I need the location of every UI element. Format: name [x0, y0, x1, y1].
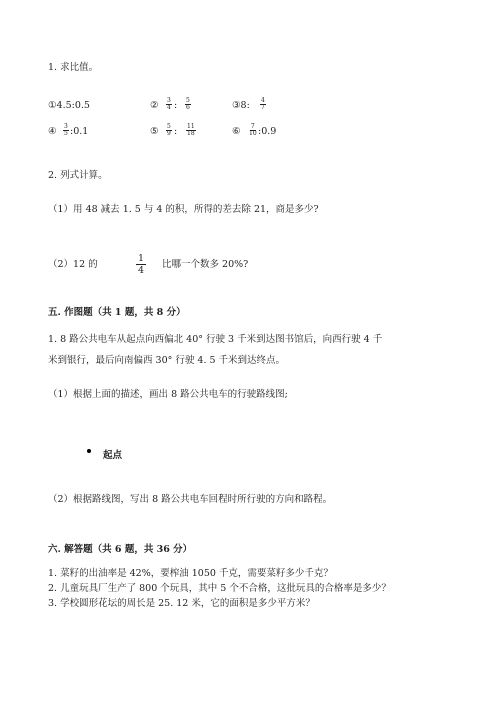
- numerator: 3: [167, 97, 171, 104]
- start-point-label: 起点: [103, 450, 123, 461]
- denominator: 4: [138, 265, 145, 276]
- numerator: 11: [187, 123, 195, 130]
- section-heading: 五. 作图题（共 1 题，共 8 分）: [48, 307, 186, 318]
- section-heading: 六. 解答题（共 6 题，共 36 分）: [48, 544, 193, 555]
- denominator: 9: [167, 130, 171, 137]
- problem-item: 1. 菜籽的出油率是 42%，要榨油 1050 千克，需要菜籽多少千克？: [48, 568, 333, 579]
- numerator: 7: [250, 123, 255, 130]
- denominator: 18: [187, 130, 195, 137]
- fraction: [166, 98, 172, 111]
- start-point-dot: [87, 449, 91, 453]
- fraction: [248, 124, 258, 137]
- denominator: 6: [186, 104, 190, 111]
- numerator: 5: [186, 97, 190, 104]
- q1-item-5-marker: ⑤: [150, 126, 159, 137]
- problem-item: 3. 学校圆形花坛的周长是 25. 12 米，它的面积是多少平方米？: [48, 598, 315, 609]
- problem-item: 2. 儿童玩具厂生产了 800 个玩具，其中 5 个不合格，这批玩具的合格率是多少？: [48, 583, 391, 594]
- q2-sub2-suffix: 比哪一个数多 20%?: [162, 259, 249, 270]
- q1-item-2-marker: ②: [150, 100, 159, 111]
- q2-title: 2. 列式计算。: [48, 170, 108, 181]
- numerator: 5: [167, 123, 171, 130]
- problem-text: 1. 8 路公共电车从起点向西偏北 40° 行驶 3 千米到达图书馆后，向西行驶 4 千: [48, 334, 383, 345]
- numerator: 4: [261, 97, 265, 104]
- numerator: 3: [64, 123, 68, 130]
- ratio-separator: :: [174, 100, 178, 111]
- denominator: 5: [64, 130, 68, 137]
- q2-sub1: （1）用 48 减去 1. 5 与 4 的积，所得的差去除 21，商是多少?: [48, 204, 319, 215]
- q1-item-1: [48, 100, 90, 112]
- fraction: [166, 124, 172, 137]
- ratio-separator: :: [174, 126, 178, 137]
- subquestion: （1）根据上面的描述，画出 8 路公共电车的行驶路线图;: [48, 389, 288, 400]
- q1-item-4-marker: ④: [48, 126, 57, 137]
- circled-marker: ①: [48, 100, 57, 111]
- denominator: 10: [249, 130, 257, 137]
- circled-marker: ③: [232, 100, 241, 111]
- q1-item-6-marker: ⑥: [232, 126, 241, 137]
- q2-sub2-prefix: （2）12 的: [48, 259, 98, 270]
- subquestion: （2）根据路线图，写出 8 路公共电车回程时所行驶的方向和路程。: [48, 494, 333, 505]
- fraction: [63, 124, 69, 137]
- fraction: [136, 253, 146, 276]
- q1-title: 1. 求比值。: [48, 62, 99, 73]
- fraction: [260, 98, 266, 111]
- ratio-expression: :0.1: [70, 126, 89, 137]
- fraction: [186, 124, 196, 137]
- ratio-expression: 4.5:0.5: [56, 100, 90, 111]
- q1-item-3: [232, 100, 250, 112]
- numerator: 1: [138, 253, 145, 264]
- denominator: 4: [167, 104, 171, 111]
- denominator: 7: [261, 104, 265, 111]
- ratio-expression: 8:: [240, 100, 250, 111]
- problem-text: 米到银行，最后向南偏西 30° 行驶 4. 5 千米到达终点。: [48, 355, 286, 366]
- ratio-expression: :0.9: [258, 126, 277, 137]
- fraction: [185, 98, 191, 111]
